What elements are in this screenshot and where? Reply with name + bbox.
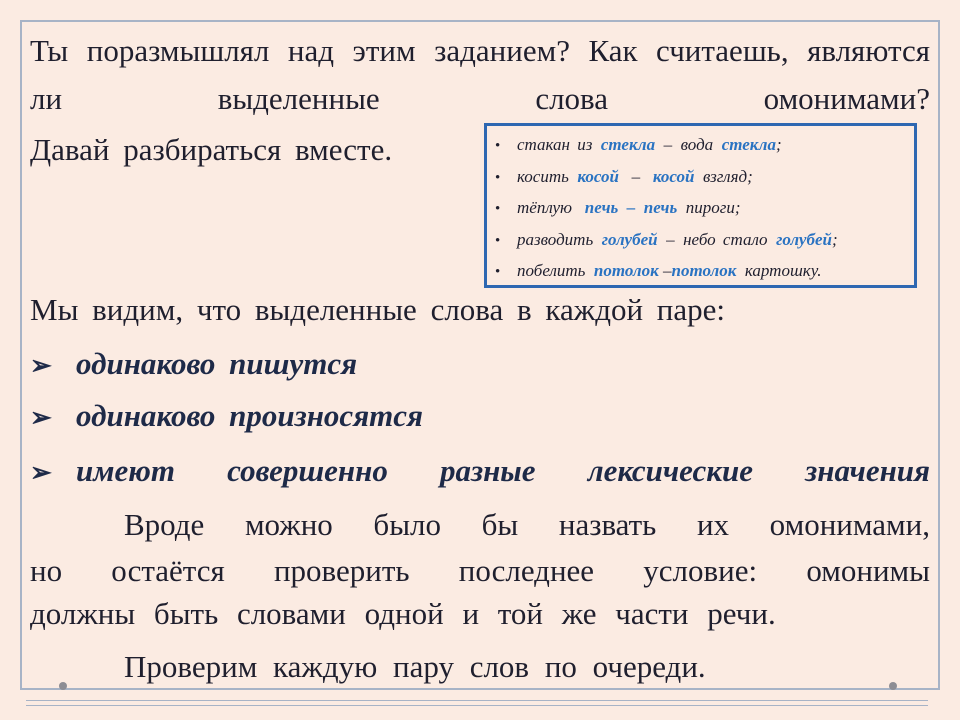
example-before: разводить xyxy=(517,229,594,249)
corner-dot-right xyxy=(889,682,897,690)
criterion-text: одинаково произносятся xyxy=(76,398,423,433)
example-word-1: косой xyxy=(577,166,619,186)
example-word-2: стекла xyxy=(721,135,776,154)
bottom-rule xyxy=(26,705,928,706)
example-dash: – xyxy=(663,261,672,281)
criterion-text: имеют совершенно разные лексические значения xyxy=(76,453,930,488)
criterion-text: одинаково пишутся xyxy=(76,346,358,381)
example-dash: – xyxy=(626,198,636,218)
example-word-2: печь xyxy=(643,198,678,218)
example-mid: небо стало xyxy=(683,229,768,249)
example-after: пироги; xyxy=(685,198,741,218)
example-before: косить xyxy=(517,166,569,186)
example-after: картошку. xyxy=(744,261,822,281)
conclusion-line-1: Вроде можно было бы назвать их омонимами, xyxy=(124,507,930,542)
examples-box xyxy=(484,123,917,288)
criterion-item xyxy=(30,447,930,497)
bullet-icon: • xyxy=(495,169,501,186)
example-word-1: голубей xyxy=(601,229,658,249)
criterion-item xyxy=(30,340,930,390)
example-word-1: стекла xyxy=(600,135,656,154)
example-word-1: потолок xyxy=(593,261,659,281)
bullet-icon: • xyxy=(495,232,501,249)
example-after: взгляд; xyxy=(702,166,753,186)
bullet-icon: • xyxy=(495,138,501,154)
example-dash: – xyxy=(631,166,641,186)
example-dash: – xyxy=(666,229,675,249)
criterion-item xyxy=(30,392,930,442)
corner-dot-left xyxy=(59,682,67,690)
intro-question: Ты поразмышлял над этим заданием? Как считаешь, являются ли выделенные слова омонимами? xyxy=(30,33,930,116)
conclusion-line-3: должны быть словами одной и той же части речи. xyxy=(30,596,776,631)
example-word-2: косой xyxy=(652,166,695,186)
arrow-bullet-icon: ➢ xyxy=(30,458,52,487)
example-before: тёплую xyxy=(517,198,573,218)
example-item xyxy=(495,162,906,194)
example-before: побелить xyxy=(517,261,586,281)
example-before: стакан из xyxy=(517,135,593,154)
example-mid: вода xyxy=(680,135,714,154)
example-after: ; xyxy=(831,229,838,249)
example-word-1: печь xyxy=(584,198,619,218)
final-text: Проверим каждую пару слов по очереди. xyxy=(124,649,706,684)
conclusion-line-2: но остаётся проверить последнее условие: омонимы xyxy=(30,553,930,588)
example-word-2: голубей xyxy=(776,229,832,249)
arrow-bullet-icon: ➢ xyxy=(30,403,52,432)
observation-text: Мы видим, что выделенные слова в каждой паре: xyxy=(30,292,726,327)
bullet-icon: • xyxy=(495,201,501,218)
bullet-icon: • xyxy=(495,264,501,281)
example-item xyxy=(495,130,906,162)
example-item xyxy=(495,256,906,288)
example-dash: – xyxy=(663,135,673,154)
example-item xyxy=(495,193,906,225)
bottom-rule xyxy=(26,700,928,701)
arrow-bullet-icon: ➢ xyxy=(30,351,52,380)
example-after: ; xyxy=(775,135,782,154)
example-item xyxy=(495,225,906,257)
example-word-2: потолок xyxy=(671,261,737,281)
intro-lets-go: Давай разбираться вместе. xyxy=(30,132,393,167)
